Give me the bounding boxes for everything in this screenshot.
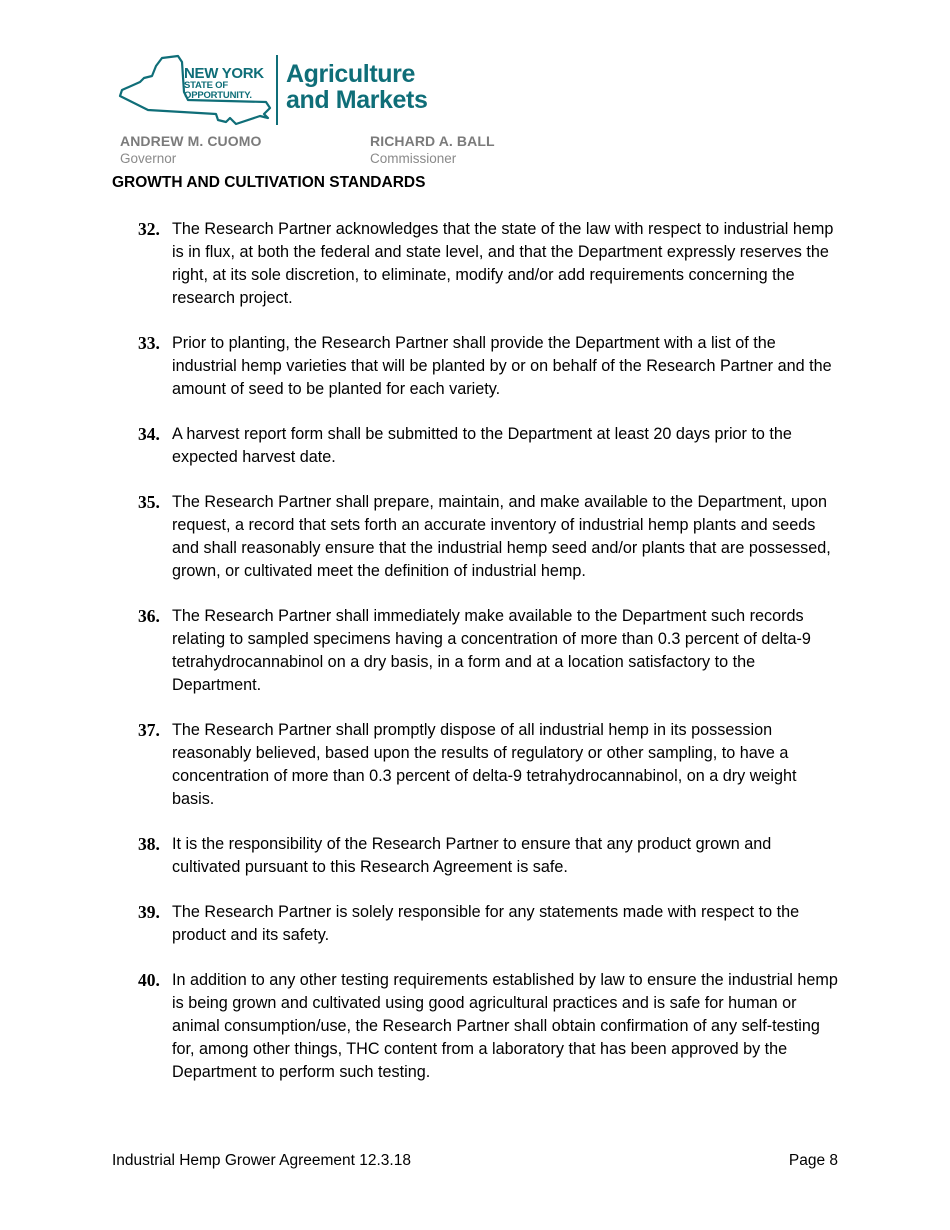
governor-block: [120, 133, 262, 167]
clause-item: [138, 833, 843, 879]
clause-item: [138, 969, 843, 1084]
footer-document-title: Industrial Hemp Grower Agreement 12.3.18: [112, 1152, 411, 1169]
clause-item: [138, 332, 843, 401]
clause-item: [138, 901, 843, 947]
clause-text: The Research Partner shall prepare, maintain, and make available to the Department, upon request, a record that sets forth an accurate inventory of industrial hemp plants and seeds and shall reasonably ensure that the industrial hemp seed and/or plants that are possessed, grown, or cultivated meet the definition of industrial hemp.: [172, 493, 831, 580]
agency-name-line2: and Markets: [286, 86, 428, 114]
commissioner-block: [370, 133, 495, 167]
logo-divider: [276, 55, 278, 125]
clause-text: In addition to any other testing requirements established by law to ensure the industrial hemp is being grown and cultivated using good agricultural practices and is safe for human or animal consumption/use, the Research Partner shall obtain confirmation of any self-testing for, among other things, THC content from a laboratory that has been approved by the Department to perform such testing.: [172, 971, 838, 1081]
governor-title: Governor: [120, 151, 177, 166]
commissioner-name: RICHARD A. BALL: [370, 133, 495, 149]
governor-name: ANDREW M. CUOMO: [120, 133, 262, 149]
clause-text: A harvest report form shall be submitted to the Department at least 20 days prior to the expected harvest date.: [172, 425, 792, 466]
section-title: GROWTH AND CULTIVATION STANDARDS: [112, 174, 426, 191]
clause-item: [138, 605, 843, 697]
clause-text: The Research Partner is solely responsible for any statements made with respect to the product and its safety.: [172, 903, 800, 944]
clause-number: 39.: [138, 902, 160, 922]
clause-text: The Research Partner shall promptly dispose of all industrial hemp in its possession reasonably believed, based upon the results of regulatory or other sampling, to have a concentration of more than 0.3 percent of delta-9 tetrahydrocannabinol, on a dry weight basis.: [172, 721, 797, 808]
ny-logo-line3: OPPORTUNITY.: [184, 90, 252, 101]
new-york-logo-text: [184, 66, 264, 101]
agency-name-line1: Agriculture: [286, 60, 415, 88]
footer-page-number: Page 8: [788, 1152, 838, 1169]
letterhead: [118, 52, 538, 172]
ny-logo-line1: NEW YORK: [184, 65, 264, 82]
page-footer: [112, 1152, 838, 1170]
clause-list: [138, 218, 843, 1106]
clause-item: [138, 491, 843, 583]
clause-text: Prior to planting, the Research Partner shall provide the Department with a list of the industrial hemp varieties that will be planted by or on behalf of the Research Partner and the amount of seed to be planted for each variety.: [172, 334, 832, 398]
clause-text: The Research Partner shall immediately make available to the Department such records relating to sampled specimens having a concentration of more than 0.3 percent of delta-9 tetrahydrocannabinol on a dry basis, in a form and at a location satisfactory to the Department.: [172, 607, 811, 694]
agency-name: [286, 61, 428, 113]
clause-text: The Research Partner acknowledges that the state of the law with respect to industrial hemp is in flux, at both the federal and state level, and that the Department expressly reserves the right, at its sole discretion, to eliminate, modify and/or add requirements concerning the research project.: [172, 220, 834, 307]
clause-number: 32.: [138, 219, 160, 239]
clause-number: 33.: [138, 333, 160, 353]
ny-logo-line2: STATE OF: [184, 80, 228, 91]
clause-text: It is the responsibility of the Research Partner to ensure that any product grown and cultivated pursuant to this Research Agreement is safe.: [172, 835, 772, 876]
clause-number: 37.: [138, 720, 160, 740]
clause-number: 38.: [138, 834, 160, 854]
clause-number: 40.: [138, 970, 160, 990]
clause-item: [138, 218, 843, 310]
clause-number: 35.: [138, 492, 160, 512]
clause-item: [138, 719, 843, 811]
clause-item: [138, 423, 843, 469]
commissioner-title: Commissioner: [370, 151, 457, 166]
clause-number: 36.: [138, 606, 160, 626]
clause-number: 34.: [138, 424, 160, 444]
